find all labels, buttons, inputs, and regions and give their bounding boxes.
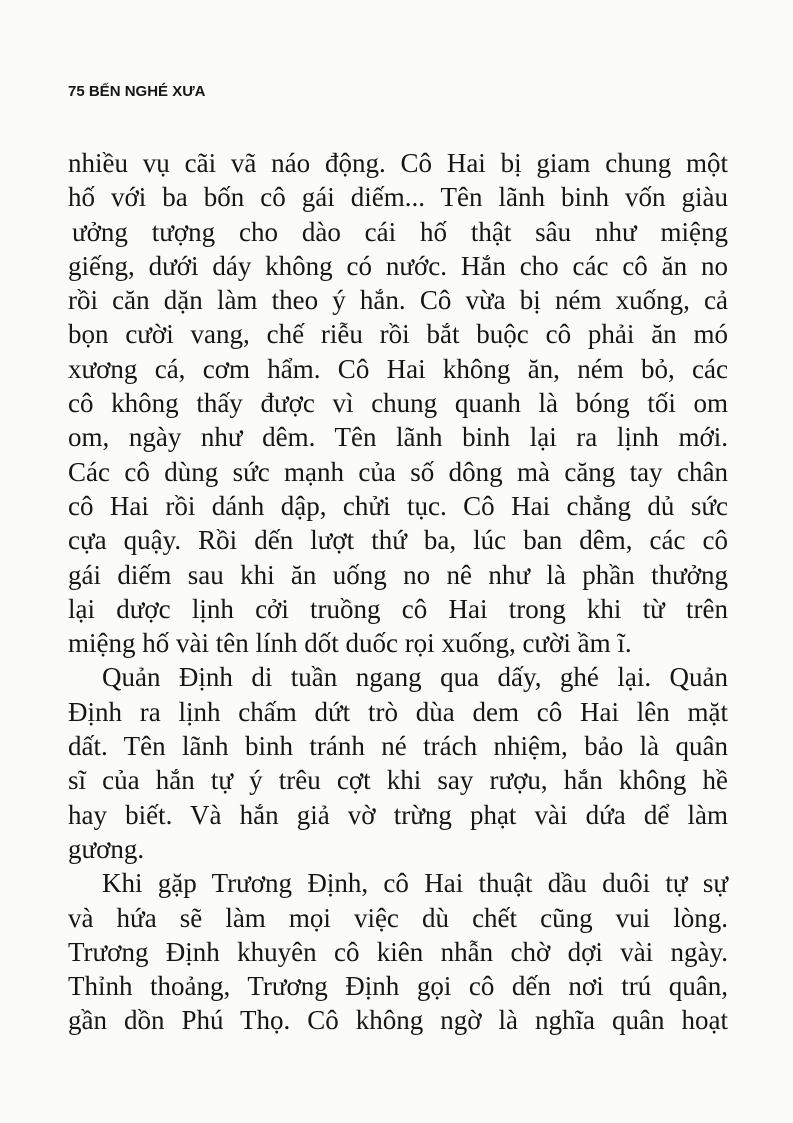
running-head: 75 BẾN NGHÉ XƯA bbox=[68, 83, 206, 100]
text-line: bọn cười vang, chế riễu rồi bắt buộc cô phải ăn mó bbox=[68, 319, 728, 350]
text-line: ưởng tượng cho dào cái hố thật sâu như miệng bbox=[72, 216, 728, 247]
text-line: Thỉnh thoảng, Trương Định gọi cô dến nơi trú quân, bbox=[68, 971, 728, 1002]
text-line: hay biết. Và hắn giả vờ trừng phạt vài dứa dể làm bbox=[68, 799, 728, 830]
paragraph-first-line: Khi gặp Trương Định, cô Hai thuật dầu duôi tự sự bbox=[102, 868, 728, 899]
text-line: Định ra lịnh chấm dứt trò dùa dem cô Hai lên mặt bbox=[68, 696, 728, 727]
text-line: Các cô dùng sức mạnh của số dông mà căng tay chân bbox=[68, 456, 728, 487]
text-line: gái diếm sau khi ăn uống no nê như là phần thưởng bbox=[68, 559, 728, 590]
text-line: và hứa sẽ làm mọi việc dù chết cũng vui lòng. bbox=[68, 902, 728, 933]
text-line: giếng, dưới dáy không có nước. Hắn cho các cô ăn no bbox=[68, 250, 728, 281]
text-line: lại dược lịnh cởi truồng cô Hai trong khi từ trên bbox=[68, 593, 728, 624]
text-line: gương. bbox=[68, 833, 145, 864]
text-line: gần dồn Phú Thọ. Cô không ngờ là nghĩa quân hoạt bbox=[68, 1005, 728, 1036]
text-line: rồi căn dặn làm theo ý hắn. Cô vừa bị ném xuống, cả bbox=[68, 285, 728, 316]
text-line: hố với ba bốn cô gái diếm... Tên lãnh binh vốn giàu bbox=[68, 182, 728, 213]
text-line: om, ngày như dêm. Tên lãnh binh lại ra lịnh mới. bbox=[68, 422, 728, 453]
text-line: cựa quậy. Rồi dến lượt thứ ba, lúc ban dêm, các cô bbox=[68, 525, 728, 556]
text-line: Trương Định khuyên cô kiên nhẫn chờ dợi vài ngày. bbox=[68, 936, 728, 967]
text-line: dất. Tên lãnh binh tránh né trách nhiệm, bảo là quân bbox=[68, 731, 728, 762]
text-line: nhiều vụ cãi vã náo động. Cô Hai bị giam chung một bbox=[68, 148, 728, 178]
text-line: sĩ của hắn tự ý trêu cợt khi say rượu, hắn không hề bbox=[68, 765, 728, 796]
text-line: xương cá, cơm hẩm. Cô Hai không ăn, ném bỏ, các bbox=[68, 353, 728, 384]
text-line: cô Hai rồi dánh dập, chửi tục. Cô Hai chẳng dủ sức bbox=[68, 490, 728, 521]
body-text bbox=[68, 146, 728, 1038]
text-line: miệng hố vài tên lính dốt duốc rọi xuống, cười ầm ĩ. bbox=[68, 628, 632, 659]
paragraph-first-line: Quản Định di tuần ngang qua dấy, ghé lại. Quản bbox=[102, 662, 728, 693]
text-line: cô không thấy được vì chung quanh là bóng tối om bbox=[68, 388, 728, 419]
